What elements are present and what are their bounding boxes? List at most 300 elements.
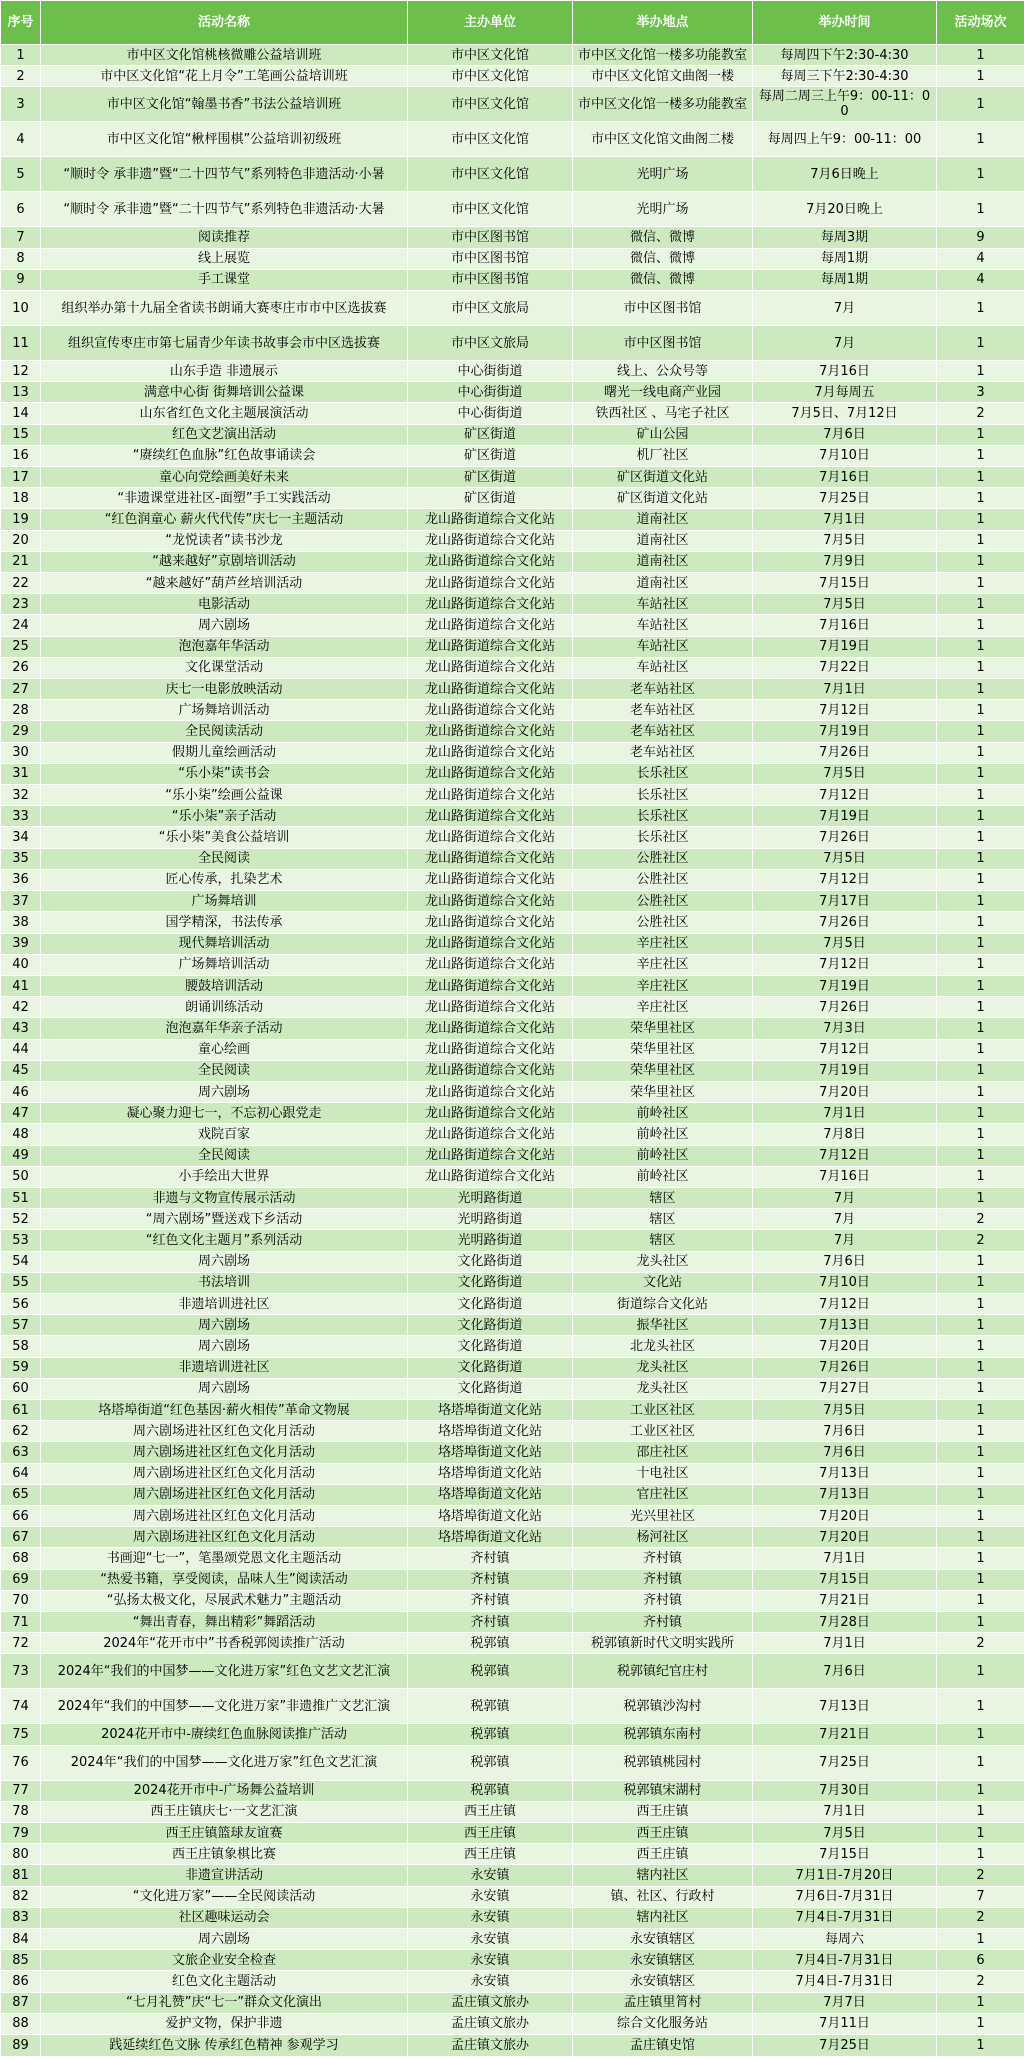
cell-venue: 车站社区 [573,594,753,615]
cell-time: 7月19日 [753,975,937,996]
cell-time: 每周1期 [753,269,937,290]
col-header-activity-name: 活动名称 [41,1,408,45]
cell-venue: 税郭镇新时代文明实践所 [573,1633,753,1654]
table-row [1,1548,1024,1569]
cell-organizer: 龙山路街道综合文化站 [408,891,573,912]
cell-time: 7月12日 [753,700,937,721]
cell-time: 7月11日 [753,2013,937,2034]
cell-organizer: 龙山路街道综合文化站 [408,848,573,869]
cell-session-count: 1 [937,1103,1024,1124]
cell-venue: 公胜社区 [573,869,753,890]
cell-venue: 辛庄社区 [573,997,753,1018]
cell-time: 7月6日 [753,1421,937,1442]
cell-index: 9 [1,269,41,290]
cell-organizer: 文化路街道 [408,1336,573,1357]
cell-venue: 街道综合文化站 [573,1293,753,1314]
cell-index: 23 [1,594,41,615]
cell-index: 44 [1,1039,41,1060]
cell-index: 33 [1,806,41,827]
table-row [1,1293,1024,1314]
cell-activity-name: 2024年“花开市中”书香税郭阅读推广活动 [41,1633,408,1654]
cell-venue: 前岭社区 [573,1124,753,1145]
cell-time: 7月1日 [753,679,937,700]
cell-organizer: 龙山路街道综合文化站 [408,573,573,594]
table-row [1,1399,1024,1420]
cell-session-count: 1 [937,1272,1024,1293]
cell-session-count: 1 [937,2035,1024,2057]
cell-organizer: 中心街街道 [408,403,573,424]
cell-index: 30 [1,742,41,763]
cell-organizer: 龙山路街道综合文化站 [408,785,573,806]
cell-time: 7月19日 [753,636,937,657]
cell-organizer: 龙山路街道综合文化站 [408,594,573,615]
cell-venue: 工业区社区 [573,1421,753,1442]
cell-time: 7月16日 [753,615,937,636]
cell-activity-name: 市中区文化馆“楸枰围棋”公益培训初级班 [41,122,408,157]
cell-activity-name: “乐小柒”绘画公益课 [41,785,408,806]
cell-session-count: 1 [937,1505,1024,1526]
table-body [1,45,1024,2057]
table-row [1,467,1024,488]
cell-venue: 永安镇辖区 [573,1929,753,1950]
cell-activity-name: 西王庄镇象棋比赛 [41,1844,408,1865]
header-row [1,1,1024,45]
cell-session-count: 1 [937,721,1024,742]
table-row [1,326,1024,361]
cell-venue: 前岭社区 [573,1166,753,1187]
cell-index: 3 [1,87,41,122]
cell-activity-name: 2024花开市中-广场舞公益培训 [41,1780,408,1801]
cell-time: 7月1日 [753,1548,937,1569]
cell-session-count: 1 [937,87,1024,122]
cell-organizer: 市中区文化馆 [408,157,573,192]
table-row [1,763,1024,784]
cell-venue: 龙头社区 [573,1251,753,1272]
table-row [1,1336,1024,1357]
cell-activity-name: “乐小柒”读书会 [41,763,408,784]
cell-organizer: 垎塔埠街道文化站 [408,1484,573,1505]
cell-activity-name: 庆七一电影放映活动 [41,679,408,700]
col-header-organizer: 主办单位 [408,1,573,45]
cell-activity-name: 朗诵训练活动 [41,997,408,1018]
cell-venue: 荣华里社区 [573,1060,753,1081]
table-row [1,1724,1024,1745]
cell-venue: 老车站社区 [573,679,753,700]
cell-venue: 矿区街道文化站 [573,488,753,509]
table-row [1,1745,1024,1780]
cell-venue: 曙光一线电商产业园 [573,382,753,403]
cell-venue: 长乐社区 [573,827,753,848]
cell-activity-name: “龙悦读者”读书沙龙 [41,530,408,551]
cell-index: 29 [1,721,41,742]
cell-organizer: 齐村镇 [408,1548,573,1569]
cell-venue: 辛庄社区 [573,954,753,975]
cell-index: 88 [1,2013,41,2034]
cell-venue: 税郭镇沙沟村 [573,1689,753,1724]
cell-index: 22 [1,573,41,594]
cell-session-count: 1 [937,424,1024,445]
table-row [1,1081,1024,1102]
cell-organizer: 矿区街道 [408,488,573,509]
cell-index: 72 [1,1633,41,1654]
cell-venue: 市中区文化馆文曲阁二楼 [573,122,753,157]
cell-venue: 市中区文化馆一楼多功能教室 [573,45,753,66]
cell-index: 31 [1,763,41,784]
cell-organizer: 龙山路街道综合文化站 [408,1145,573,1166]
cell-time: 7月6日-7月31日 [753,1886,937,1907]
cell-index: 38 [1,912,41,933]
cell-venue: 孟庄镇里筲村 [573,1992,753,2013]
table-row [1,1886,1024,1907]
cell-organizer: 永安镇 [408,1971,573,1992]
cell-session-count: 1 [937,1527,1024,1548]
cell-activity-name: 山东省红色文化主题展演活动 [41,403,408,424]
cell-time: 7月3日 [753,1018,937,1039]
cell-organizer: 孟庄镇文旅办 [408,1992,573,2013]
cell-venue: 永安镇辖区 [573,1950,753,1971]
cell-index: 69 [1,1569,41,1590]
cell-venue: 齐村镇 [573,1590,753,1611]
cell-index: 53 [1,1230,41,1251]
cell-time: 7月20日晚上 [753,192,937,227]
cell-venue: 辛庄社区 [573,975,753,996]
cell-session-count: 1 [937,1992,1024,2013]
cell-activity-name: “红色润童心 薪火代代传”庆七一主题活动 [41,509,408,530]
table-row [1,636,1024,657]
cell-session-count: 1 [937,1124,1024,1145]
cell-organizer: 龙山路街道综合文化站 [408,742,573,763]
cell-session-count: 1 [937,66,1024,87]
cell-organizer: 税郭镇 [408,1724,573,1745]
cell-organizer: 税郭镇 [408,1633,573,1654]
cell-organizer: 龙山路街道综合文化站 [408,997,573,1018]
cell-activity-name: 书法培训 [41,1272,408,1293]
table-row [1,1950,1024,1971]
cell-index: 43 [1,1018,41,1039]
cell-time: 7月5日、7月12日 [753,403,937,424]
cell-venue: 齐村镇 [573,1548,753,1569]
cell-time: 7月19日 [753,721,937,742]
cell-venue: 长乐社区 [573,763,753,784]
cell-time: 7月6日 [753,424,937,445]
table-row [1,1442,1024,1463]
cell-index: 28 [1,700,41,721]
cell-organizer: 税郭镇 [408,1654,573,1689]
table-row [1,248,1024,269]
cell-activity-name: 腰鼓培训活动 [41,975,408,996]
cell-activity-name: 非遗培训进社区 [41,1357,408,1378]
cell-venue: 杨河社区 [573,1527,753,1548]
cell-organizer: 永安镇 [408,1907,573,1928]
cell-session-count: 1 [937,122,1024,157]
cell-index: 42 [1,997,41,1018]
cell-activity-name: 西王庄镇篮球友谊赛 [41,1823,408,1844]
cell-time: 7月16日 [753,1166,937,1187]
cell-time: 7月8日 [753,1124,937,1145]
cell-time: 7月12日 [753,1293,937,1314]
cell-venue: 西王庄镇 [573,1801,753,1822]
table-row [1,424,1024,445]
cell-venue: 振华社区 [573,1315,753,1336]
cell-time: 7月27日 [753,1378,937,1399]
cell-time: 7月6日 [753,1251,937,1272]
cell-activity-name: “顺时令 承非遗”暨“二十四节气”系列特色非遗活动·小暑 [41,157,408,192]
cell-venue: 道南社区 [573,551,753,572]
cell-activity-name: 红色文化主题活动 [41,1971,408,1992]
cell-activity-name: “乐小柒”美食公益培训 [41,827,408,848]
table-row [1,848,1024,869]
cell-session-count: 1 [937,742,1024,763]
cell-venue: 辖区 [573,1187,753,1208]
cell-organizer: 永安镇 [408,1886,573,1907]
table-row [1,997,1024,1018]
cell-session-count: 1 [937,1569,1024,1590]
cell-time: 7月 [753,1187,937,1208]
cell-organizer: 税郭镇 [408,1745,573,1780]
cell-activity-name: 西王庄镇庆七·一文艺汇演 [41,1801,408,1822]
cell-session-count: 1 [937,1463,1024,1484]
cell-venue: 官庄社区 [573,1484,753,1505]
cell-session-count: 1 [937,1548,1024,1569]
cell-activity-name: “非遗课堂进社区-面塑”手工实践活动 [41,488,408,509]
cell-time: 7月12日 [753,1039,937,1060]
cell-venue: 龙头社区 [573,1378,753,1399]
cell-time: 7月13日 [753,1689,937,1724]
cell-index: 56 [1,1293,41,1314]
cell-organizer: 市中区文化馆 [408,87,573,122]
cell-time: 7月4日-7月31日 [753,1907,937,1928]
cell-time: 7月6日 [753,1442,937,1463]
cell-session-count: 4 [937,269,1024,290]
cell-index: 81 [1,1865,41,1886]
cell-activity-name: 手工课堂 [41,269,408,290]
cell-index: 49 [1,1145,41,1166]
cell-activity-name: “弘扬太极文化，尽展武术魅力”主题活动 [41,1590,408,1611]
cell-time: 7月10日 [753,445,937,466]
cell-organizer: 西王庄镇 [408,1801,573,1822]
col-header-index: 序号 [1,1,41,45]
cell-organizer: 龙山路街道综合文化站 [408,869,573,890]
cell-session-count: 1 [937,1357,1024,1378]
table-row [1,1166,1024,1187]
cell-index: 70 [1,1590,41,1611]
cell-activity-name: “越来越好”京剧培训活动 [41,551,408,572]
table-row [1,1654,1024,1689]
table-row [1,912,1024,933]
cell-organizer: 市中区文旅局 [408,326,573,361]
cell-activity-name: “七月礼赞”庆“七一”群众文化演出 [41,1992,408,2013]
cell-activity-name: 2024年“我们的中国梦——文化进万家”红色文艺汇演 [41,1745,408,1780]
cell-venue: 税郭镇宋湖村 [573,1780,753,1801]
cell-session-count: 1 [937,700,1024,721]
cell-time: 7月30日 [753,1780,937,1801]
table-row [1,742,1024,763]
cell-index: 58 [1,1336,41,1357]
cell-activity-name: 全民阅读 [41,1145,408,1166]
cell-session-count: 1 [937,573,1024,594]
table-row [1,1484,1024,1505]
cell-organizer: 文化路街道 [408,1378,573,1399]
table-row [1,1971,1024,1992]
cell-organizer: 孟庄镇文旅办 [408,2035,573,2057]
cell-time: 7月19日 [753,806,937,827]
cell-time: 7月26日 [753,997,937,1018]
table-row [1,573,1024,594]
table-row [1,488,1024,509]
cell-venue: 文化站 [573,1272,753,1293]
cell-index: 86 [1,1971,41,1992]
cell-index: 87 [1,1992,41,2013]
cell-activity-name: 国学精深，书法传承 [41,912,408,933]
cell-activity-name: 市中区文化馆桃核微雕公益培训班 [41,45,408,66]
cell-activity-name: 戏院百家 [41,1124,408,1145]
table-row [1,87,1024,122]
cell-time: 7月 [753,1230,937,1251]
table-row [1,66,1024,87]
cell-activity-name: 泡泡嘉年华活动 [41,636,408,657]
cell-time: 7月13日 [753,1315,937,1336]
cell-session-count: 1 [937,615,1024,636]
cell-activity-name: “文化进万家”——全民阅读活动 [41,1886,408,1907]
cell-index: 61 [1,1399,41,1420]
table-row [1,1378,1024,1399]
cell-session-count: 1 [937,1590,1024,1611]
table-row [1,382,1024,403]
cell-time: 7月5日 [753,848,937,869]
cell-activity-name: 2024花开市中-赓续红色血脉阅读推广活动 [41,1724,408,1745]
cell-session-count: 2 [937,1907,1024,1928]
table-row [1,1823,1024,1844]
table-row [1,1230,1024,1251]
cell-session-count: 1 [937,1166,1024,1187]
cell-venue: 齐村镇 [573,1612,753,1633]
cell-organizer: 龙山路街道综合文化站 [408,827,573,848]
cell-venue: 线上、公众号等 [573,361,753,382]
cell-session-count: 1 [937,1801,1024,1822]
cell-activity-name: 非遗与文物宣传展示活动 [41,1187,408,1208]
cell-activity-name: 书画迎“七一”，笔墨颂党恩文化主题活动 [41,1548,408,1569]
table-row [1,1689,1024,1724]
cell-index: 76 [1,1745,41,1780]
cell-activity-name: 线上展览 [41,248,408,269]
cell-organizer: 龙山路街道综合文化站 [408,530,573,551]
table-row [1,157,1024,192]
cell-activity-name: 周六剧场 [41,1251,408,1272]
cell-index: 52 [1,1209,41,1230]
cell-venue: 西王庄镇 [573,1844,753,1865]
cell-venue: 公胜社区 [573,848,753,869]
cell-index: 40 [1,954,41,975]
cell-index: 12 [1,361,41,382]
cell-index: 20 [1,530,41,551]
cell-organizer: 龙山路街道综合文化站 [408,954,573,975]
cell-index: 74 [1,1689,41,1724]
cell-venue: 机厂社区 [573,445,753,466]
cell-organizer: 永安镇 [408,1865,573,1886]
cell-activity-name: “周六剧场”暨送戏下乡活动 [41,1209,408,1230]
cell-venue: 西王庄镇 [573,1823,753,1844]
cell-activity-name: 广场舞培训活动 [41,954,408,975]
cell-time: 每周四上午9：00-11：00 [753,122,937,157]
cell-organizer: 龙山路街道综合文化站 [408,551,573,572]
cell-organizer: 孟庄镇文旅办 [408,2013,573,2034]
cell-time: 7月13日 [753,1463,937,1484]
cell-time: 7月1日-7月20日 [753,1865,937,1886]
cell-index: 46 [1,1081,41,1102]
cell-session-count: 1 [937,1060,1024,1081]
cell-session-count: 1 [937,1780,1024,1801]
cell-venue: 铁西社区 、马宅子社区 [573,403,753,424]
cell-organizer: 市中区图书馆 [408,248,573,269]
cell-index: 35 [1,848,41,869]
cell-index: 50 [1,1166,41,1187]
cell-organizer: 龙山路街道综合文化站 [408,657,573,678]
cell-time: 7月1日 [753,1801,937,1822]
table-row [1,1505,1024,1526]
cell-time: 每周二周三上午9：00-11：00 [753,87,937,122]
cell-organizer: 龙山路街道综合文化站 [408,763,573,784]
table-row [1,806,1024,827]
cell-time: 7月6日晚上 [753,157,937,192]
cell-index: 27 [1,679,41,700]
cell-session-count: 1 [937,1018,1024,1039]
cell-organizer: 文化路街道 [408,1251,573,1272]
cell-organizer: 垎塔埠街道文化站 [408,1421,573,1442]
table-row [1,1124,1024,1145]
table-row [1,975,1024,996]
cell-organizer: 龙山路街道综合文化站 [408,1060,573,1081]
cell-activity-name: 周六剧场 [41,615,408,636]
cell-venue: 公胜社区 [573,912,753,933]
cell-organizer: 垎塔埠街道文化站 [408,1399,573,1420]
cell-activity-name: 阅读推荐 [41,227,408,248]
cell-index: 51 [1,1187,41,1208]
cell-activity-name: 凝心聚力迎七一，不忘初心跟党走 [41,1103,408,1124]
cell-organizer: 永安镇 [408,1950,573,1971]
cell-session-count: 1 [937,954,1024,975]
cell-session-count: 1 [937,1844,1024,1865]
cell-time: 7月21日 [753,1590,937,1611]
cell-venue: 北龙头社区 [573,1336,753,1357]
cell-index: 85 [1,1950,41,1971]
table-row [1,615,1024,636]
cell-index: 68 [1,1548,41,1569]
cell-time: 7月28日 [753,1612,937,1633]
cell-organizer: 税郭镇 [408,1689,573,1724]
table-row [1,1612,1024,1633]
cell-venue: 长乐社区 [573,785,753,806]
cell-index: 34 [1,827,41,848]
cell-organizer: 市中区文化馆 [408,122,573,157]
cell-session-count: 1 [937,848,1024,869]
cell-venue: 荣华里社区 [573,1018,753,1039]
cell-time: 7月15日 [753,1569,937,1590]
cell-session-count: 1 [937,445,1024,466]
cell-organizer: 龙山路街道综合文化站 [408,933,573,954]
cell-index: 83 [1,1907,41,1928]
cell-organizer: 龙山路街道综合文化站 [408,636,573,657]
cell-time: 7月1日 [753,1633,937,1654]
cell-time: 7月13日 [753,1484,937,1505]
cell-activity-name: 全民阅读 [41,1060,408,1081]
cell-session-count: 1 [937,636,1024,657]
cell-index: 65 [1,1484,41,1505]
cell-session-count: 1 [937,2013,1024,2034]
table-row [1,1633,1024,1654]
table-row [1,1251,1024,1272]
cell-index: 4 [1,122,41,157]
cell-activity-name: 社区趣味运动会 [41,1907,408,1928]
